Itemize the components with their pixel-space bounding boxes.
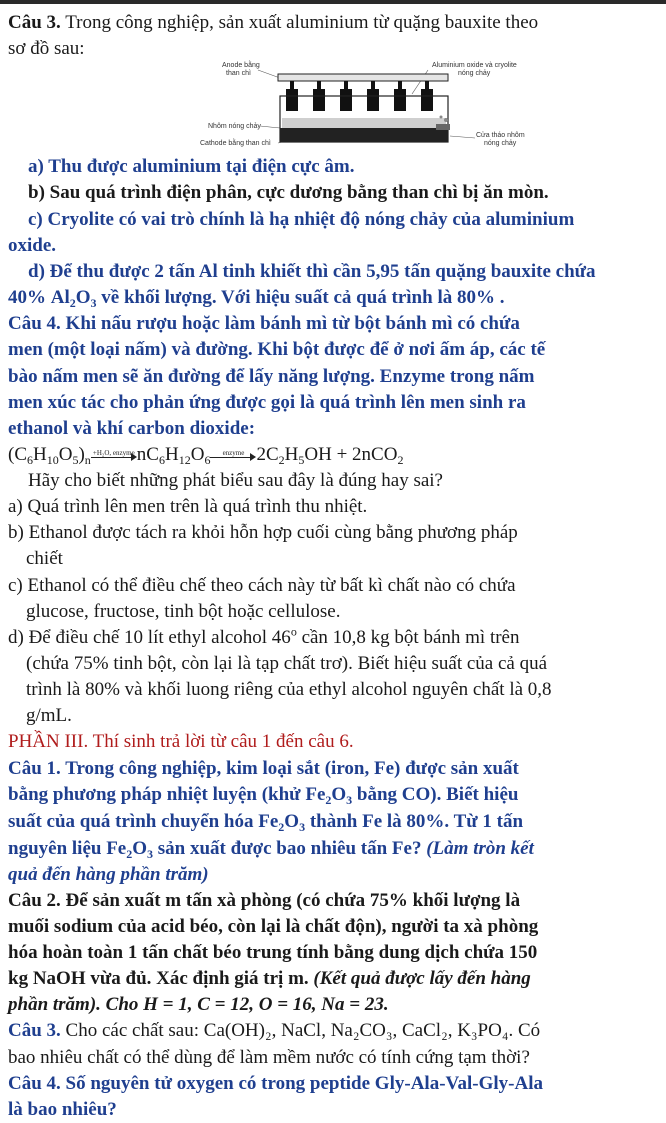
q3-c-text2: oxide. [8, 235, 57, 256]
formula-fe2o3: $Fe_2O_3$ [305, 784, 353, 807]
p3q1-text3a: suất của quá trình chuyển hóa [8, 811, 259, 832]
formula-fe2o3: $Fe_2O_3$ [258, 811, 306, 834]
p3q2-line2: muối sodium của acid béo, còn lại là chất độn), người ta xà phòng [8, 916, 539, 937]
p3q3-line2: bao nhiêu chất có thể dùng để làm mềm nước có tính cứng tạm thời? [8, 1047, 530, 1068]
q4-a: a) Quá trình lên men trên là quá trình thu nhiệt. [8, 496, 368, 517]
p3q4-line2: là bao nhiêu? [8, 1099, 117, 1120]
part3-heading: PHẦN III. Thí sinh trả lời từ câu 1 đến câu 6. [8, 731, 354, 752]
q4-line5: ethanol và khí carbon dioxide: [8, 418, 256, 439]
q3-d-line1 [28, 259, 660, 285]
label-oxide-1: Aluminium oxide và cryolite [432, 62, 517, 69]
p3q1-line3 [8, 809, 660, 835]
p3q3-substance-list: Ca(OH)₂, NaCl, Na₂CO₃, CaCl₂, K₃PO₄ [203, 1020, 509, 1041]
q4-d-line1: d) Để điều chế 10 lít ethyl alcohol 46$^o$ cần 10,8 kg bột bánh mì trên [8, 624, 520, 648]
q4-d-line4: g/mL. [26, 705, 72, 726]
eq-co2-coef: 2nCO [352, 444, 398, 465]
q3-a [28, 154, 660, 180]
p3q2-line5: phần trăm). Cho H = 1, C = 12, O = 16, Na = 23. [8, 994, 389, 1015]
q4-d-text1a: d) Để điều chế 10 lít ethyl alcohol 46 [8, 627, 291, 648]
q4-b-line1: b) Ethanol được tách ra khỏi hỗn hợp cuối cùng bằng phương pháp [8, 522, 518, 543]
p3q1-text2a: bằng phương pháp nhiệt luyện (khử [8, 784, 306, 805]
p3q1-text2b: bằng CO). Biết hiệu [352, 784, 519, 805]
p3q1-text4b: sản xuất được bao nhiêu tấn Fe? [153, 838, 427, 859]
p3q1-text4a: nguyên liệu [8, 838, 107, 859]
arrow-hydrolysis [91, 449, 137, 463]
p3q2-line3: hóa hoàn toàn 1 tấn chất béo trung tính bằng dung dịch chứa 150 [8, 942, 538, 963]
top-border [0, 0, 666, 4]
p3q1-line1: Câu 1. Trong công nghiệp, kim loại sắt (iron, Fe) được sản xuất [8, 758, 519, 779]
q4-line1 [8, 311, 660, 337]
p3q1-line5: quả đến hàng phần trăm) [8, 864, 209, 885]
p3q3-text1a: Cho các chất sau: [60, 1020, 204, 1041]
q4-c-line2: glucose, fructose, tinh bột hoặc cellulose. [26, 601, 341, 622]
q3-intro-line2: sơ đồ sau: [8, 38, 85, 59]
label-oxide-2: nóng chảy [458, 70, 491, 77]
q3-b [28, 180, 660, 206]
p3q3-line1 [8, 1018, 660, 1044]
q4-b-line2: chiết [26, 548, 63, 569]
arrow-fermentation-label: enzyme [222, 448, 245, 457]
q3-a-text: a) Thu được aluminium tại điện cực âm. [28, 156, 355, 177]
electrolysis-cell-diagram [200, 58, 570, 166]
p3q4-line1: Câu 4. Số nguyên tử oxygen có trong peptide Gly-Ala-Val-Gly-Ala [8, 1073, 543, 1094]
q3-d-text1: d) Để thu được 2 tấn Al tinh khiết thì cần 5,95 tấn quặng bauxite chứa [28, 261, 596, 282]
p3q1-text3b: thành Fe là 80%. Từ 1 tấn [305, 811, 524, 832]
fermentation-equation: $(C_6H_{10}O_5)_n$ +H₂O, enzyme $nC_6H_{12}O_6$ enzyme $2C_2H_5OH + 2nCO_2$ [8, 442, 660, 468]
label-cathode: Cathode bằng than chì [200, 140, 271, 147]
q4-d-line3: trình là 80% và khối luong riêng của ethyl alcohol nguyên chất là 0,8 [26, 679, 552, 700]
q3-d-line2 [8, 285, 660, 311]
q4-line3: bào nấm men sẽ ăn đường để lấy năng lượng. Enzyme trong nấm [8, 366, 535, 387]
q4-line4: men xúc tác cho phản ứng được gọi là quá trình lên men sinh ra [8, 392, 526, 413]
q4-d-line2: (chứa 75% tinh bột, còn lại là tạp chất trơ). Biết hiệu suất của cả quá [26, 653, 548, 674]
p3q2-text4a: kg NaOH vừa đủ. Xác định giá trị m. [8, 968, 314, 989]
q4-label: Câu 4. [8, 313, 61, 334]
q4-text1: Khi nấu rượu hoặc làm bánh mì từ bột bánh mì có chứa [60, 313, 520, 334]
label-molten-al: Nhôm nóng chảy [208, 123, 261, 130]
q3-label: Câu 3. [8, 12, 61, 33]
q4-d-text1b: cần 10,8 kg bột bánh mì trên [296, 627, 520, 648]
q3-d-text2b: về khối lượng. Với hiệu suất cả quá trình là 80% . [96, 287, 505, 308]
q3-b-text: b) Sau quá trình điện phân, cực dương bằng than chì bị ăn mòn. [28, 182, 549, 203]
p3q2-line1: Câu 2. Để sản xuất m tấn xà phòng (có chứa 75% khối lượng là [8, 890, 521, 911]
q4-question: Hãy cho biết những phát biểu sau đây là đúng hay sai? [28, 470, 443, 491]
q3-intro-line1 [8, 10, 660, 36]
q3-c-line2 [8, 233, 660, 259]
p3q3-text1b: . Có [508, 1020, 541, 1041]
q3-intro-text: Trong công nghiệp, sản xuất aluminium từ quặng bauxite theo [60, 12, 539, 33]
eq-ethanol-coef: 2C [256, 444, 279, 465]
q3-c-text1: c) Cryolite có vai trò chính là hạ nhiệt độ nóng chảy của aluminium [28, 209, 575, 230]
label-tap-1: Cửa tháo nhôm [476, 132, 525, 139]
p3q2-text4b: (Kết quả được lấy đến hàng [313, 968, 531, 989]
q4-c-line1: c) Ethanol có thể điều chế theo cách này từ bất kì chất nào có chứa [8, 575, 516, 596]
p3q2-line4 [8, 966, 660, 992]
q4-line2: men (một loại nấm) và đường. Khi bột được để ở nơi ấm áp, các tế [8, 339, 546, 360]
q3-c-line1 [28, 207, 660, 233]
label-tap-2: nóng chảy [484, 140, 517, 147]
arrow-fermentation [210, 449, 256, 463]
formula-al2o3: $Al_2O_3$ [50, 287, 97, 310]
q3-d-text2a: 40% [8, 287, 51, 308]
p3q3-label: Câu 3. [8, 1020, 61, 1041]
label-anode-2: than chì [226, 70, 251, 77]
label-anode-1: Anode bằng [222, 62, 260, 69]
p3q1-text4c: (Làm tròn kết [426, 838, 534, 859]
eq-glucose-coef: nC [136, 444, 159, 465]
p3q1-line2 [8, 782, 660, 808]
arrow-hydrolysis-label: +H₂O, enzyme [92, 448, 135, 457]
formula-fe2o3: $Fe_2O_3$ [106, 838, 154, 861]
p3q1-line4 [8, 836, 660, 862]
